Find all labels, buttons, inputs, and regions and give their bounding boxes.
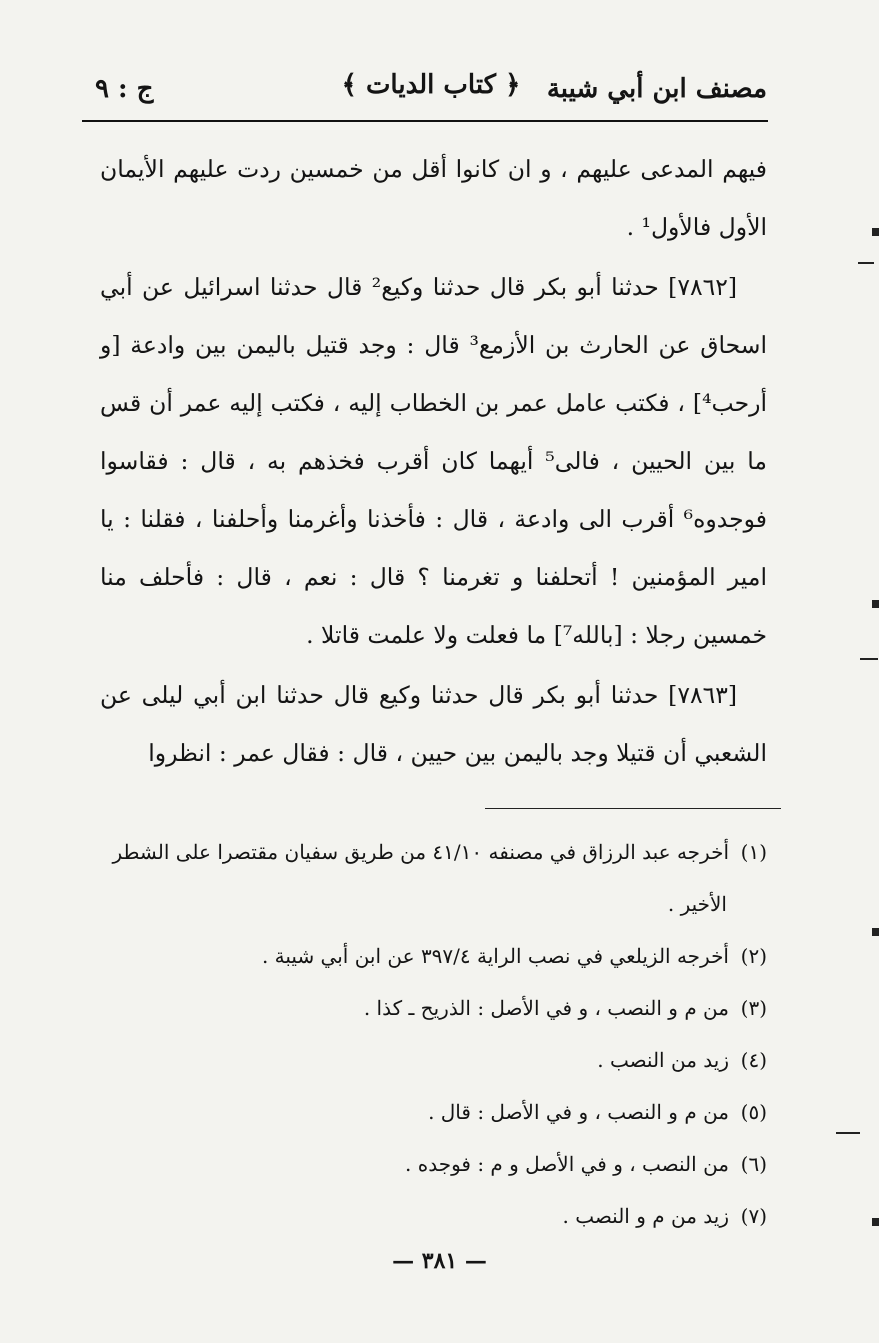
footnote-text: أخرجه الزيلعي في نصب الراية ٣٩٧/٤ عن ابن أبي شيبة . bbox=[261, 944, 729, 968]
footnote-text: من م و النصب ، و في الأصل : قال . bbox=[428, 1100, 729, 1124]
scan-mark bbox=[860, 658, 878, 660]
footnote-1 bbox=[100, 826, 767, 930]
hadith-7862: [٧٨٦٢] حدثنا أبو بكر قال حدثنا وكيع² قال حدثنا اسرائيل عن أبي اسحاق عن الحارث بن الأزمع³ قال : وجد قتيل باليمن بين وادعة [و أرحب⁴] ، فكتب عامل عمر بن الخطاب إليه ، فكتب إليه عمر أن قس ما بين الحيين ، فالى⁵ أيهما كان أقرب فخذهم به ، قال : فقاسوا فوجدوه⁶ أقرب الى وادعة ، قال : فأخذنا وأغرمنا وأحلفنا ، فقلنا : يا امير المؤمنين ! أتحلفنا و تغرمنا ؟ قال : نعم ، قال : فأحلف منا خمسين رجلا : [بالله⁷] ما فعلت ولا علمت قاتلا . bbox=[100, 273, 768, 649]
footnote-text: زيد من النصب . bbox=[597, 1048, 729, 1072]
footnote-number: (٤) bbox=[740, 1048, 767, 1072]
scan-mark bbox=[836, 1132, 860, 1134]
footnote-number: (٣) bbox=[740, 996, 767, 1020]
footnote-text: من م و النصب ، و في الأصل : الذريح ـ كذا . bbox=[363, 996, 729, 1020]
scan-mark bbox=[858, 262, 874, 264]
hadith-7863: [٧٨٦٣] حدثنا أبو بكر قال حدثنا وكيع قال حدثنا ابن أبي ليلى عن الشعبي أن قتيلا وجد باليمن بين حيين ، قال : فقال عمر : انظروا bbox=[100, 681, 767, 767]
footnote-5 bbox=[100, 1086, 767, 1138]
footnote-number: (٦) bbox=[740, 1152, 767, 1176]
footnote-number: (٢) bbox=[740, 944, 767, 968]
page-header bbox=[95, 70, 767, 116]
footnote-7 bbox=[100, 1190, 767, 1242]
header-divider bbox=[82, 120, 768, 122]
footnote-3 bbox=[100, 982, 767, 1034]
scan-mark bbox=[872, 928, 879, 936]
section-title: ﴿ كتاب الديات ﴾ bbox=[341, 70, 521, 100]
footnote-number: (١) bbox=[740, 840, 767, 864]
main-text bbox=[100, 140, 767, 782]
scan-mark bbox=[872, 1218, 879, 1226]
footnote-2 bbox=[100, 930, 767, 982]
volume-label: ج : ٩ bbox=[95, 74, 154, 104]
scan-mark bbox=[872, 600, 879, 608]
scan-mark bbox=[872, 228, 879, 236]
book-title: مصنف ابن أبي شيبة bbox=[546, 74, 767, 104]
footnotes bbox=[100, 826, 767, 1242]
footnote-divider bbox=[485, 808, 781, 809]
footnote-text: زيد من م و النصب . bbox=[562, 1204, 729, 1228]
paragraph-continuation: فيهم المدعى عليهم ، و ان كانوا أقل من خمسين ردت عليهم الأيمان الأول فالأول¹ . bbox=[100, 155, 767, 241]
footnote-text: أخرجه عبد الرزاق في مصنفه ٤١/١٠ من طريق سفيان مقتصرا على الشطر الأخير . bbox=[112, 840, 729, 916]
footnote-6 bbox=[100, 1138, 767, 1190]
footnote-number: (٧) bbox=[740, 1204, 767, 1228]
footnote-4 bbox=[100, 1034, 767, 1086]
page-number: — ٣٨١ — bbox=[392, 1248, 487, 1274]
footnote-text: من النصب ، و في الأصل و م : فوجده . bbox=[405, 1152, 729, 1176]
footnote-number: (٥) bbox=[740, 1100, 767, 1124]
